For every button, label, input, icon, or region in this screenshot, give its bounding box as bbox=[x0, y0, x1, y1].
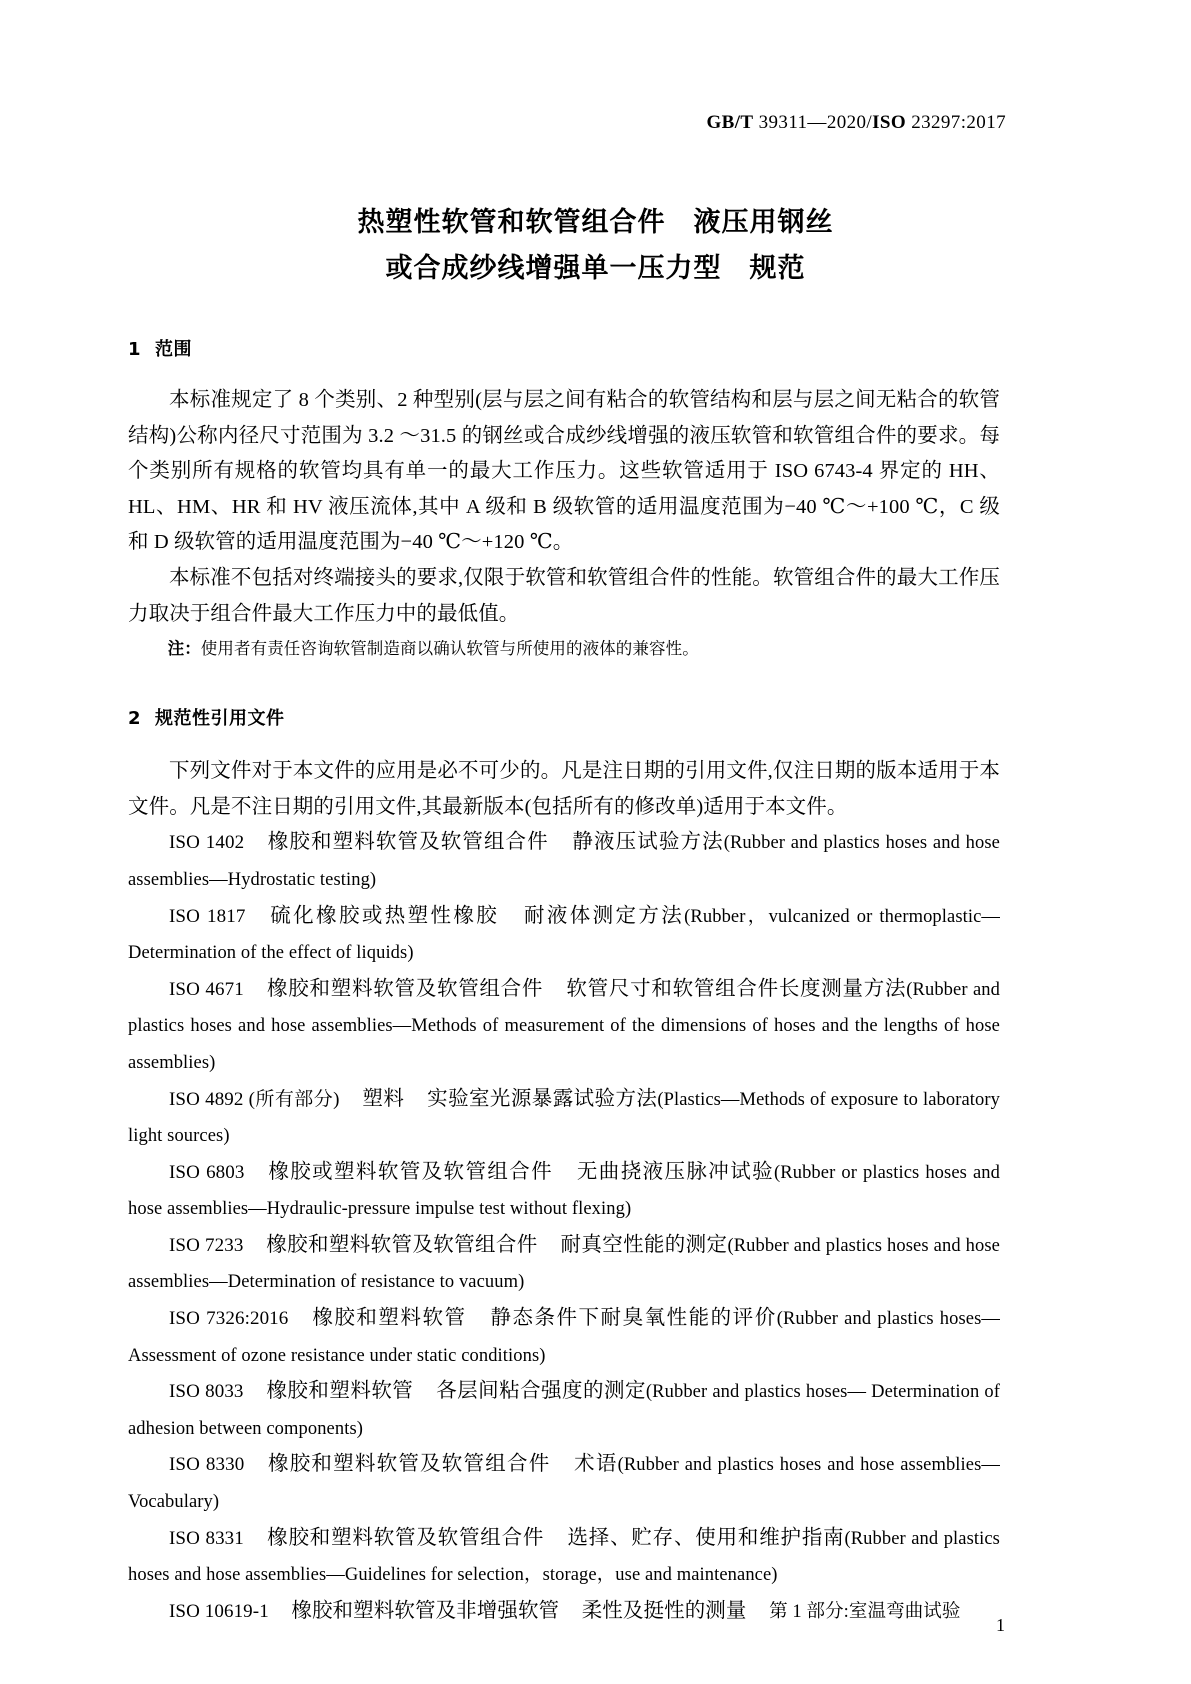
reference-item bbox=[128, 825, 1000, 898]
document-title-line-1: 热塑性软管和软管组合件 液压用钢丝 bbox=[357, 207, 834, 238]
normative-references-list bbox=[128, 825, 1000, 1630]
reference-en-title: (Rubber and plastics hoses—Assessment of ozone resistance under static conditions) bbox=[128, 1309, 1000, 1366]
reference-cn-subtitle: 柔性及挺性的测量 bbox=[581, 1599, 747, 1622]
reference-item bbox=[128, 1594, 1000, 1631]
note-label: 注： bbox=[167, 639, 201, 659]
reference-en-title: 第 1 部分:室温弯曲试验 bbox=[769, 1601, 961, 1622]
reference-item bbox=[128, 1155, 1000, 1228]
reference-item bbox=[128, 1228, 1000, 1301]
reference-cn-title: 橡胶和塑料软管及软管组合件 bbox=[266, 1453, 551, 1476]
reference-item bbox=[128, 1374, 1000, 1447]
header-code-iso: ISO bbox=[872, 112, 907, 133]
reference-cn-title: 橡胶和塑料软管及非增强软管 bbox=[291, 1599, 560, 1622]
clause-2-title: 规范性引用文件 bbox=[155, 708, 285, 730]
reference-id: ISO 8330 bbox=[169, 1454, 245, 1476]
reference-cn-title: 橡胶和塑料软管 bbox=[310, 1307, 467, 1330]
reference-en-title: (Rubber or plastics hoses and hose assemblies—Hydraulic-pressure impulse test without flexing) bbox=[128, 1162, 1000, 1220]
reference-id: ISO 6803 bbox=[169, 1161, 245, 1183]
page-number: 1 bbox=[996, 1615, 1005, 1635]
reference-cn-title: 橡胶和塑料软管及软管组合件 bbox=[266, 831, 549, 854]
note-text: 使用者有责任咨询软管制造商以确认软管与所使用的液体的兼容性。 bbox=[200, 639, 699, 659]
clause-1-number: 1 bbox=[128, 339, 142, 360]
reference-item bbox=[128, 1301, 1000, 1374]
reference-en-title: (Rubber and plastics hoses and hose assemblies—Determination of resistance to vacuum) bbox=[128, 1235, 1000, 1293]
reference-cn-subtitle: 软管尺寸和软管组合件长度测量方法 bbox=[565, 977, 907, 1000]
reference-item bbox=[128, 899, 1000, 972]
reference-cn-subtitle: 各层间粘合强度的测定 bbox=[435, 1380, 646, 1403]
reference-id: ISO 8033 bbox=[169, 1381, 244, 1403]
clause-2-intro-paragraph: 下列文件对于本文件的应用是必不可少的。凡是注日期的引用文件,仅注日期的版本适用于本文件。凡是不注日期的引用文件,其最新版本(包括所有的修改单)适用于本文件。 bbox=[128, 760, 1000, 818]
reference-item bbox=[128, 972, 1000, 1082]
clause-1-note bbox=[128, 632, 1000, 666]
reference-en-title: (Rubber，vulcanized or thermoplastic— Determination of the effect of liquids) bbox=[128, 906, 1001, 964]
reference-id: ISO 4892 (所有部分) bbox=[169, 1088, 340, 1110]
reference-en-title: (Plastics—Methods of exposure to laboratory light sources) bbox=[128, 1089, 1000, 1147]
reference-cn-title: 硫化橡胶或热塑性橡胶 bbox=[268, 904, 500, 927]
reference-cn-title: 橡胶或塑料软管及软管组合件 bbox=[267, 1160, 554, 1183]
reference-cn-subtitle: 无曲挠液压脉冲试验 bbox=[575, 1160, 775, 1183]
reference-item bbox=[128, 1082, 1000, 1155]
clause-1-paragraph-2: 本标准不包括对终端接头的要求,仅限于软管和软管组合件的性能。软管组合件的最大工作压力取决于组合件最大工作压力中的最低值。 bbox=[128, 566, 1000, 625]
clause-1-paragraph-1: 本标准规定了 8 个类别、2 种型别(层与层之间有粘合的软管结构和层与层之间无粘合的软管结构)公称内径尺寸范围为 3.2 ～31.5 的钢丝或合成纱线增强的液压软管和软管组合件的要求。每个类别所有规格的软管均具有单一的最大工作压力。这些软管适用于 ISO 6743-4 界定的 HH、HL、HM、HR 和 HV 液压流体,其中 A 级和 B 级软管的适用温度范围为−40 ℃～+100 ℃，C 级和 D 级软管的适用温度范围为−40 ℃～+120 ℃。 bbox=[128, 389, 1000, 554]
reference-cn-title: 橡胶和塑料软管及软管组合件 bbox=[266, 1526, 545, 1549]
reference-cn-subtitle: 耐液体测定方法 bbox=[521, 904, 685, 927]
reference-cn-subtitle: 选择、贮存、使用和维护指南 bbox=[566, 1526, 845, 1549]
reference-cn-subtitle: 实验室光源暴露试验方法 bbox=[426, 1087, 658, 1110]
reference-id: ISO 10619-1 bbox=[169, 1600, 269, 1622]
reference-cn-title: 橡胶和塑料软管 bbox=[266, 1380, 414, 1403]
header-code-number: 39311—2020/ bbox=[753, 112, 873, 133]
reference-id: ISO 1402 bbox=[169, 832, 245, 854]
reference-id: ISO 8331 bbox=[169, 1527, 244, 1549]
reference-cn-subtitle: 术语 bbox=[572, 1453, 618, 1476]
reference-cn-subtitle: 耐真空性能的测定 bbox=[560, 1233, 728, 1256]
page-header-standard-code bbox=[706, 112, 1006, 134]
reference-en-title: (Rubber and plastics hoses and hose assemblies—Hydrostatic testing) bbox=[128, 833, 1000, 890]
clause-2-number: 2 bbox=[128, 708, 142, 730]
reference-en-title: (Rubber and plastics hoses— Determination of adhesion between components) bbox=[128, 1382, 1001, 1439]
header-code-iso-number: 23297:2017 bbox=[906, 112, 1006, 133]
reference-id: ISO 1817 bbox=[169, 905, 246, 927]
reference-id: ISO 4671 bbox=[169, 978, 244, 1000]
reference-en-title: (Rubber and plastics hoses and hose assemblies—Vocabulary) bbox=[128, 1455, 1000, 1513]
reference-cn-title: 橡胶和塑料软管及软管组合件 bbox=[266, 977, 544, 1000]
reference-item bbox=[128, 1521, 1000, 1594]
reference-id: ISO 7233 bbox=[169, 1234, 244, 1256]
reference-en-title: (Rubber and plastics hoses and hose assemblies—Guidelines for selection，storage，use and maintenance) bbox=[128, 1528, 1000, 1586]
document-title-line-2: 或合成纱线增强单一压力型 规范 bbox=[385, 253, 806, 284]
clause-2-heading bbox=[128, 704, 1000, 730]
reference-cn-subtitle: 静液压试验方法 bbox=[571, 831, 724, 854]
reference-item bbox=[128, 1447, 1000, 1520]
reference-en-title: (Rubber and plastics hoses and hose assemblies—Methods of measurement of the dimensions of hoses and the lengths of hose assemblies) bbox=[128, 979, 1000, 1073]
reference-cn-subtitle: 静态条件下耐臭氧性能的评价 bbox=[489, 1307, 777, 1330]
clause-1-title: 范围 bbox=[155, 339, 193, 360]
header-code-prefix: GB/T bbox=[706, 112, 754, 133]
document-title bbox=[0, 200, 1191, 292]
clause-1-heading bbox=[128, 335, 1000, 361]
reference-cn-title: 塑料 bbox=[362, 1087, 405, 1110]
document-body bbox=[128, 335, 1000, 1630]
reference-id: ISO 7326:2016 bbox=[169, 1308, 289, 1330]
reference-cn-title: 橡胶和塑料软管及软管组合件 bbox=[266, 1233, 538, 1256]
